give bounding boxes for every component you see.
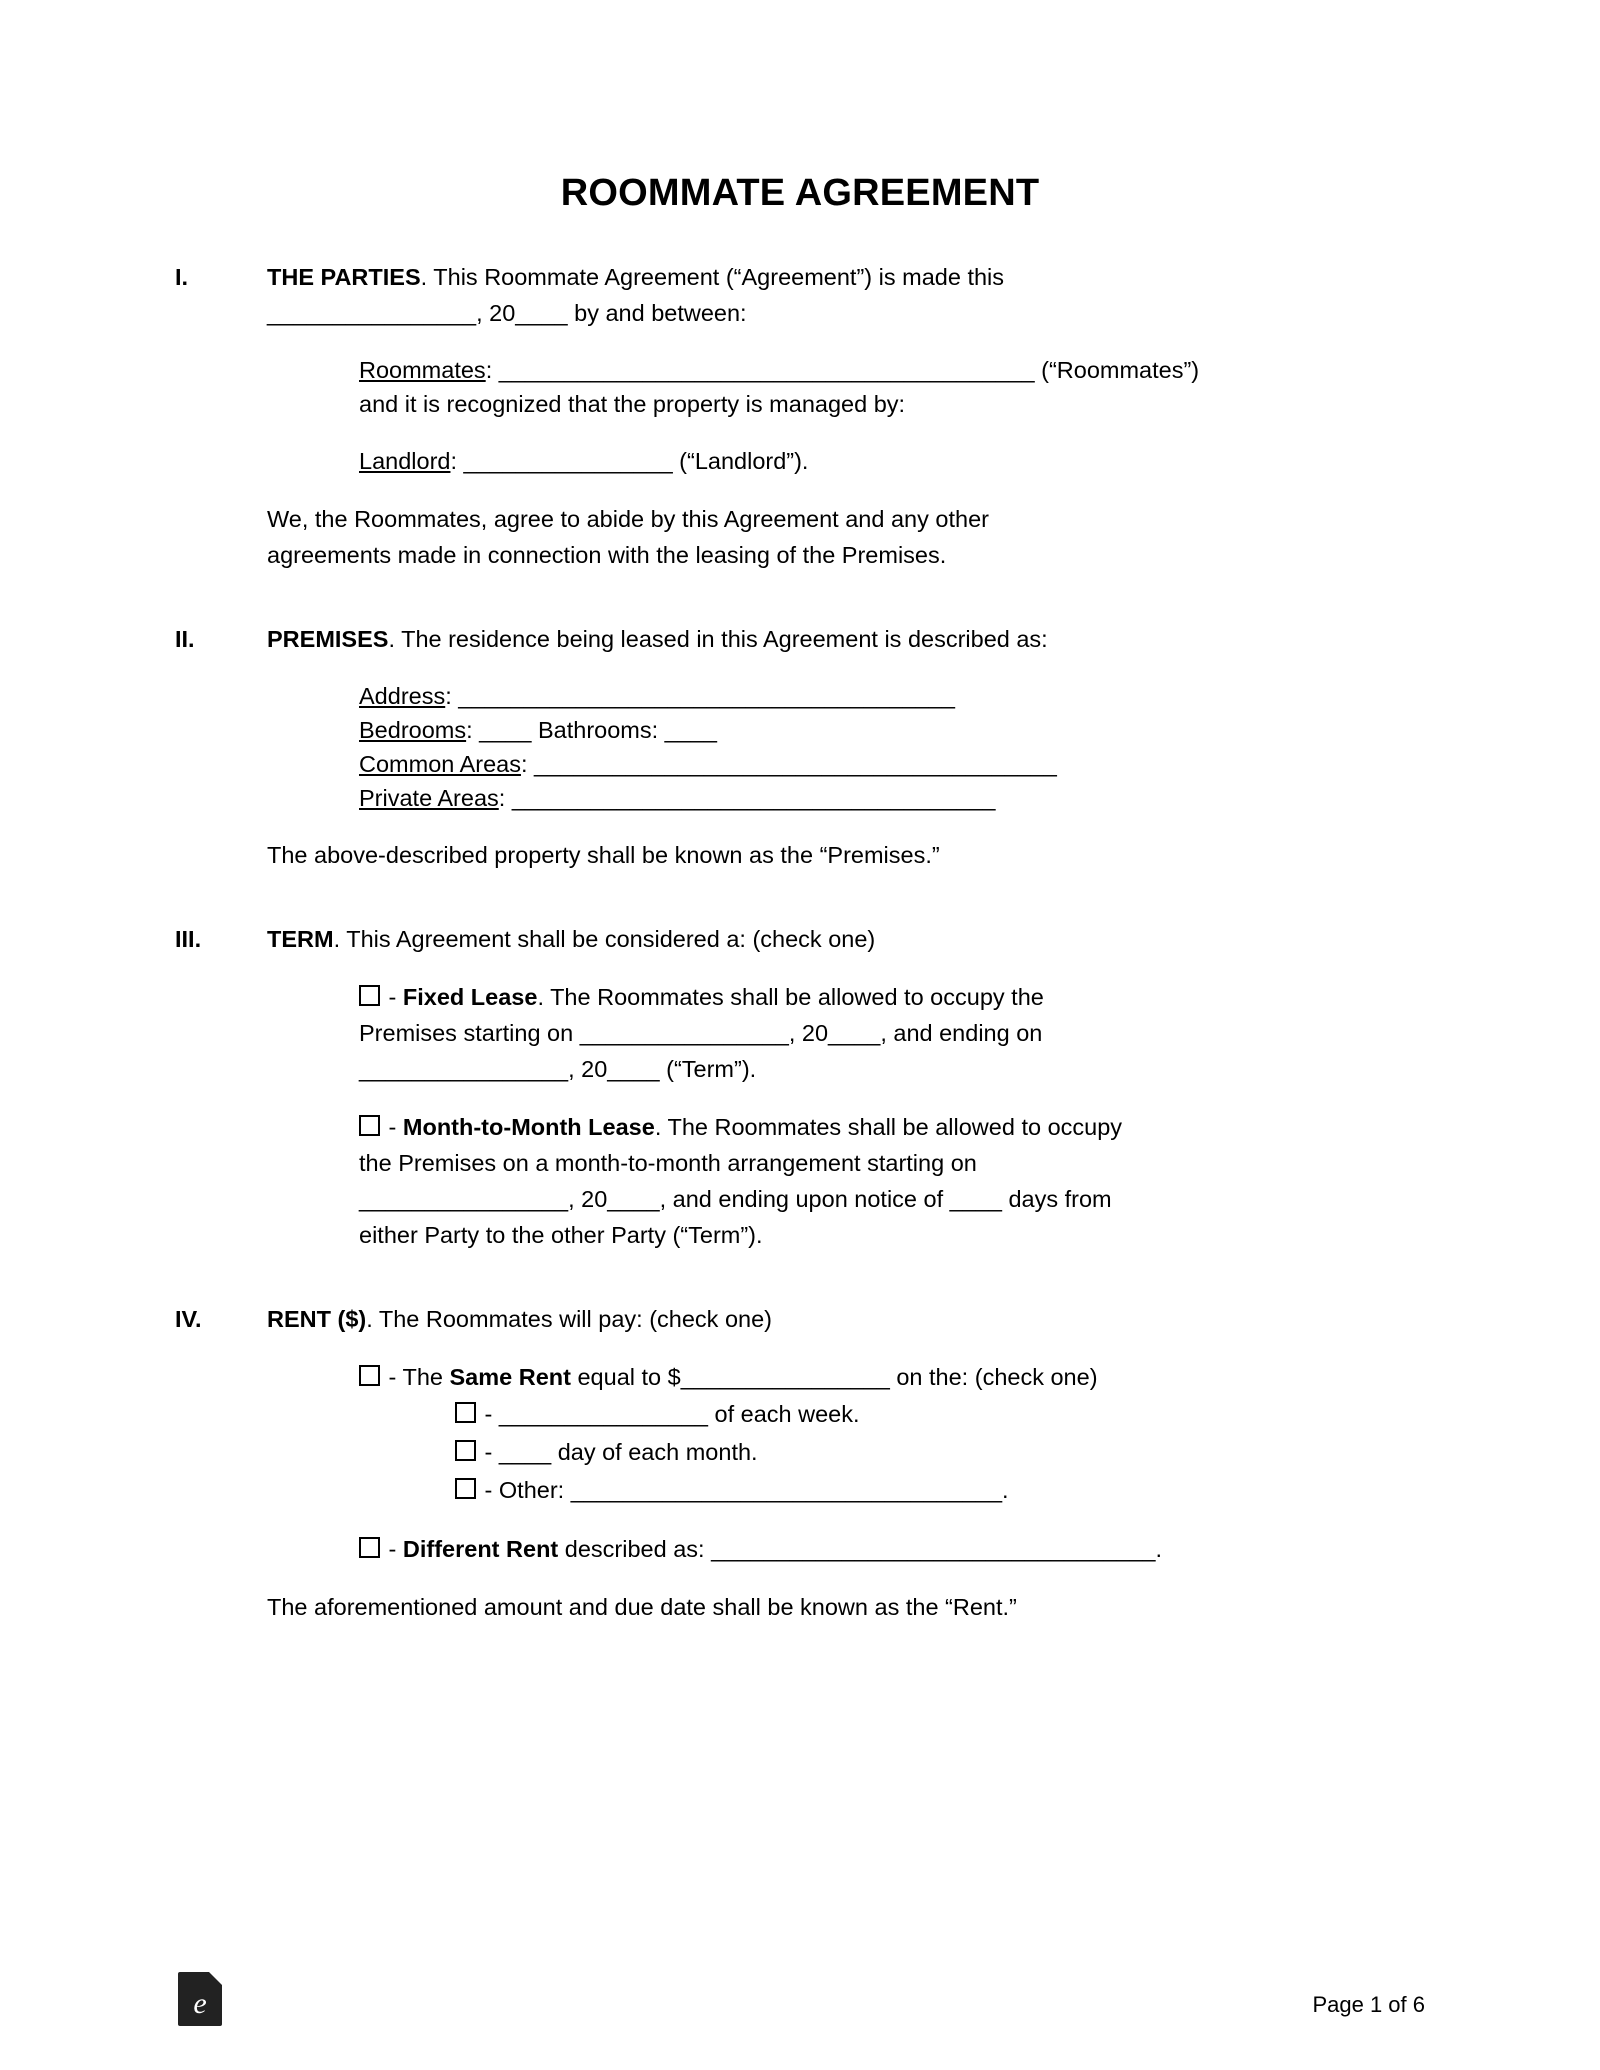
term-intro-text: . This Agreement shall be considered a: (check one) [333,926,876,952]
landlord-block [359,443,1425,479]
fixed-lease-prefix: - [382,984,403,1010]
same-rent-prefix: - The [382,1364,450,1390]
checkbox-weekly-rent[interactable] [455,1402,476,1423]
parties-closing-line1: We, the Roommates, agree to abide by this Agreement and any other [267,506,989,532]
premises-field-row [359,747,1425,781]
same-rent-suboption-other[interactable] [455,1471,1425,1509]
different-rent-label: Different Rent [402,1536,559,1562]
section-numeral: II. [175,626,195,652]
mtm-prefix: - [382,1114,403,1140]
premises-field-row [359,781,1425,815]
section-parties [175,259,1425,595]
bedrooms-label: Bedrooms [359,717,467,743]
term-option-month-to-month[interactable] [359,1109,1425,1253]
mtm-line1: . The Roommates shall be allowed to occupy [654,1114,1123,1140]
monthly-rent-text: - ____ day of each month. [478,1439,758,1465]
different-rent-prefix: - [382,1536,403,1562]
section-heading: THE PARTIES [267,264,421,290]
landlord-fill-line: : ________________ (“Landlord”). [450,448,809,474]
section-term [175,921,1425,1275]
page-title: ROOMMATE AGREEMENT [560,172,1040,214]
common-areas-label: Common Areas [359,751,521,777]
logo-letter: e [193,1987,207,2020]
bedrooms-fill-line: : ____ Bathrooms: ____ [466,717,717,743]
section-heading: PREMISES [267,626,389,652]
same-rent-suboption-week[interactable] [455,1395,1425,1433]
rent-option-different[interactable] [359,1531,1425,1567]
fixed-lease-line2: Premises starting on ________________, 20____, and ending on [359,1020,1043,1046]
common-areas-fill-line: : ________________________________________ [520,751,1057,777]
address-fill-line: : ______________________________________ [445,683,955,709]
section-body [267,259,1425,595]
section-numeral: IV. [175,1306,202,1332]
term-intro [267,921,1425,957]
page-footer [0,1920,1600,2070]
premises-field-row [359,713,1425,747]
roommates-label: Roommates [359,357,486,383]
managed-by-line: and it is recognized that the property is managed by: [359,391,906,417]
term-option-fixed[interactable] [359,979,1425,1087]
premises-intro-text: . The residence being leased in this Agreement is described as: [388,626,1048,652]
same-rent-label: Same Rent [449,1364,571,1390]
checkbox-month-to-month-lease[interactable] [359,1115,380,1136]
mtm-line3: ________________, 20____, and ending upon notice of ____ days from [359,1186,1112,1212]
section-body [267,1301,1425,1647]
eforms-logo [178,1972,226,2028]
rent-intro-text: . The Roommates will pay: (check one) [366,1306,772,1332]
same-rent-suboption-month[interactable] [455,1433,1425,1471]
mtm-line4: either Party to the other Party (“Term”). [359,1222,763,1248]
section-heading: TERM [267,926,334,952]
section-heading: RENT ($) [267,1306,367,1332]
premises-intro [267,621,1425,657]
fixed-lease-line1: . The Roommates shall be allowed to occupy the [537,984,1044,1010]
checkbox-monthly-rent[interactable] [455,1440,476,1461]
address-label: Address [359,683,446,709]
checkbox-fixed-lease[interactable] [359,985,380,1006]
same-rent-post: equal to $________________ on the: (check one) [570,1364,1098,1390]
page-number: Page 1 of 6 [1312,1992,1425,2017]
rent-intro [267,1301,1425,1337]
premises-field-row [359,679,1425,713]
private-areas-fill-line: : _____________________________________ [498,785,996,811]
roommates-fill-line: : _________________________________________ (“Roommates”) [485,357,1200,383]
section-premises [175,621,1425,895]
parties-closing [267,501,1425,573]
rent-option-same[interactable] [359,1359,1425,1509]
parties-date-line: ________________, 20____ by and between: [267,300,747,326]
checkbox-same-rent[interactable] [359,1365,380,1386]
same-rent-line[interactable] [359,1359,1425,1395]
rent-closing: The aforementioned amount and due date shall be known as the “Rent.” [267,1594,1017,1620]
mtm-label: Month-to-Month Lease [402,1114,655,1140]
checkbox-other-rent[interactable] [455,1478,476,1499]
other-rent-text: - Other: _________________________________. [478,1477,1009,1503]
roommates-block [359,353,1425,421]
section-body [267,921,1425,1275]
section-numeral: I. [175,264,189,290]
section-numeral: III. [175,926,202,952]
parties-closing-line2: agreements made in connection with the leasing of the Premises. [267,542,947,568]
section-body [267,621,1425,895]
parties-intro [267,259,1425,331]
premises-fields [359,679,1425,815]
premises-closing: The above-described property shall be known as the “Premises.” [267,842,940,868]
landlord-label: Landlord [359,448,451,474]
section-rent [175,1301,1425,1647]
checkbox-different-rent[interactable] [359,1537,380,1558]
weekly-rent-text: - ________________ of each week. [478,1401,860,1427]
logo-document-icon [178,1972,222,2026]
mtm-line2: the Premises on a month-to-month arrangement starting on [359,1150,977,1176]
parties-intro-text: . This Roommate Agreement (“Agreement”) is made this [420,264,1005,290]
different-rent-post: described as: __________________________________. [558,1536,1162,1562]
fixed-lease-line3: ________________, 20____ (“Term”). [359,1056,757,1082]
fixed-lease-label: Fixed Lease [402,984,538,1010]
private-areas-label: Private Areas [359,785,499,811]
